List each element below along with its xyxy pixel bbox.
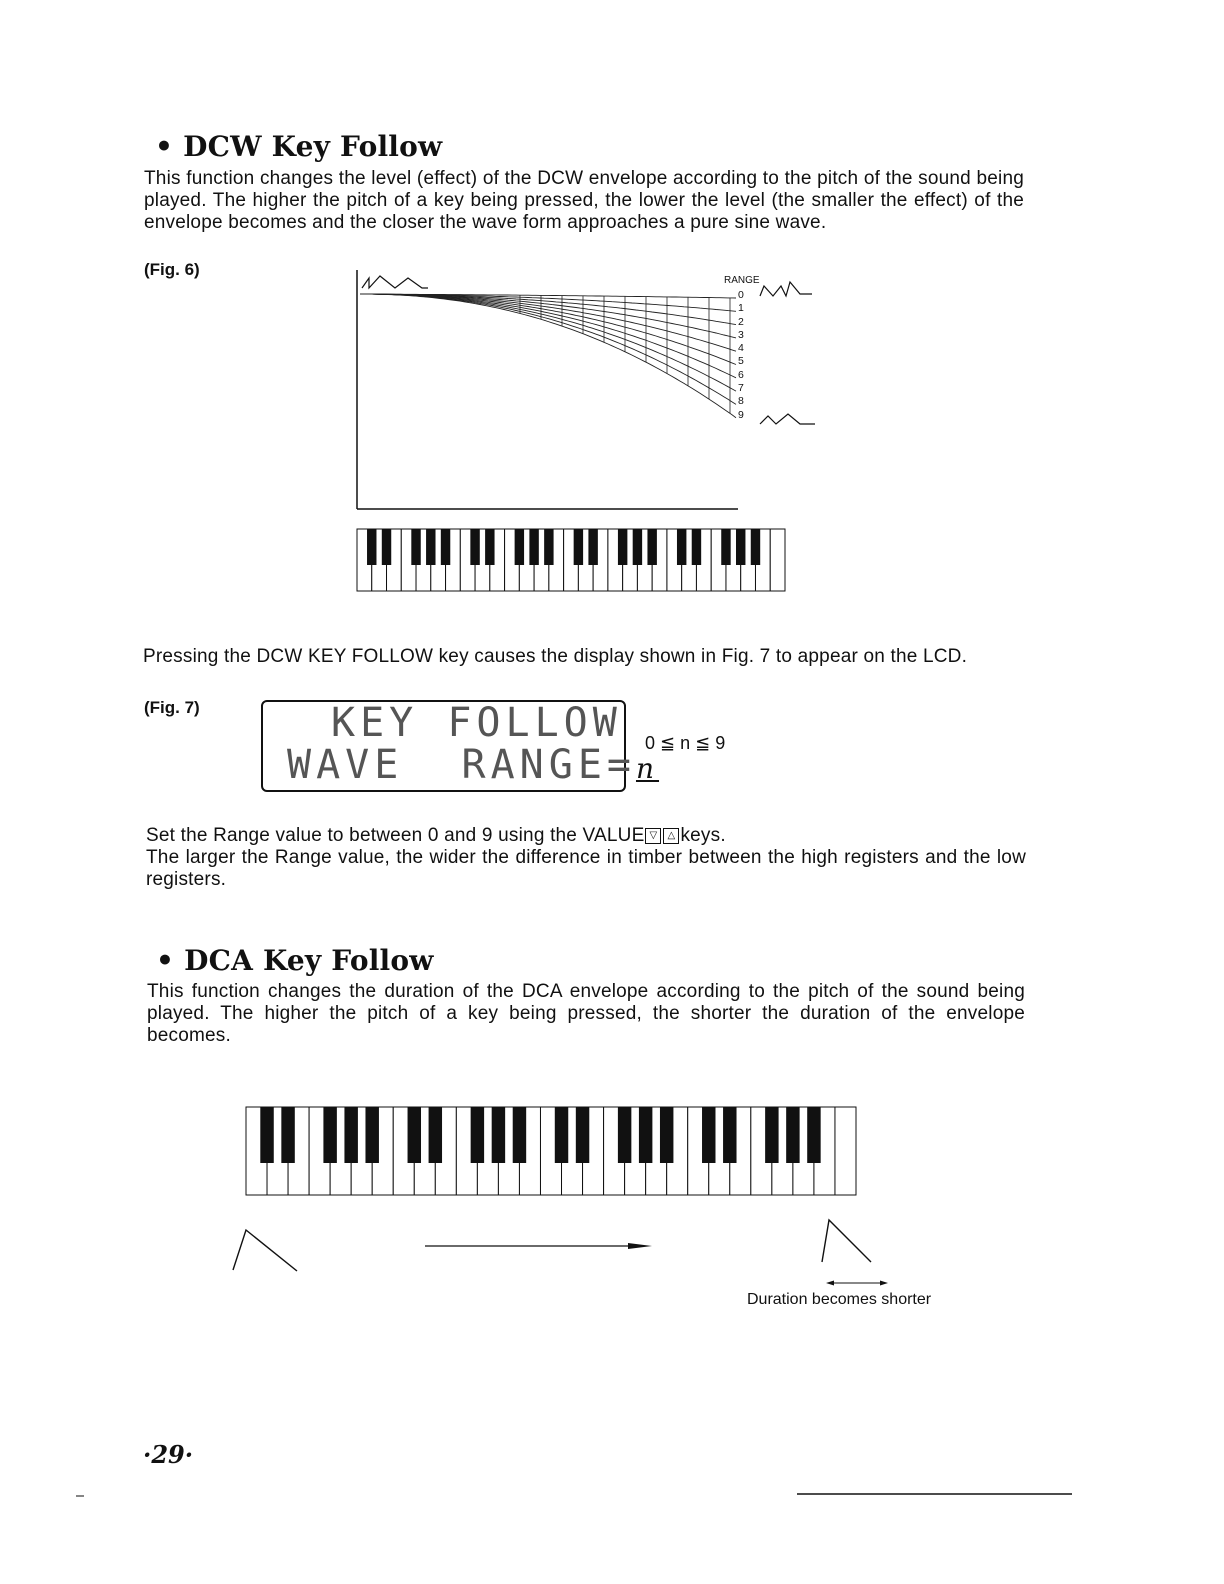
dca-keyboard — [246, 1107, 858, 1197]
black-key — [639, 1107, 652, 1163]
black-key — [408, 1107, 421, 1163]
black-key — [429, 1107, 442, 1163]
black-key — [588, 529, 597, 565]
black-key — [702, 1107, 715, 1163]
black-key — [574, 529, 583, 565]
footer-rule — [0, 1490, 1224, 1500]
range-value-0: 0 — [738, 289, 744, 301]
black-key — [471, 1107, 484, 1163]
black-key — [260, 1107, 273, 1163]
black-key — [441, 529, 450, 565]
black-key — [677, 529, 686, 565]
range-curves — [360, 294, 736, 418]
lcd-n-value: n — [635, 752, 660, 785]
range-curve-5 — [360, 294, 736, 365]
black-key — [344, 1107, 357, 1163]
black-key — [618, 529, 627, 565]
range-value-8: 8 — [738, 395, 744, 408]
larger-range-text: The larger the Range value, the wider the difference in timber between the high registers and the low registers. — [146, 847, 1026, 890]
range-instructions — [146, 825, 1026, 891]
black-key — [576, 1107, 589, 1163]
white-key — [835, 1107, 856, 1195]
long-envelope-icon — [233, 1230, 297, 1271]
range-value-7: 7 — [738, 382, 744, 395]
black-key — [618, 1107, 631, 1163]
value-up-key-icon: △ — [663, 828, 679, 844]
black-key — [529, 529, 538, 565]
range-curve-8 — [360, 294, 736, 404]
black-key — [365, 1107, 378, 1163]
sine-wave-icon — [760, 414, 815, 424]
dca-description: This function changes the duration of the DCA envelope according to the pitch of the sound being played. The higher the pitch of a key being pressed, the shorter the duration of the envelope becomes. — [147, 981, 1025, 1046]
black-key — [807, 1107, 820, 1163]
curve-grid-lines — [520, 295, 730, 413]
lcd-display — [261, 700, 660, 792]
black-key — [367, 529, 376, 565]
section-title: DCA Key Follow — [184, 944, 434, 977]
black-key — [515, 529, 524, 565]
bullet: • — [156, 944, 175, 977]
range-value-5: 5 — [738, 355, 744, 368]
black-key — [426, 529, 435, 565]
fig6-label: (Fig. 6) — [144, 260, 200, 279]
range-label: RANGE — [724, 275, 760, 286]
range-value-4: 4 — [738, 342, 744, 355]
range-curve-7 — [360, 294, 736, 391]
black-key — [470, 529, 479, 565]
range-values — [738, 289, 744, 422]
sawtooth-wave-icon — [362, 276, 428, 288]
black-key — [411, 529, 420, 565]
value-down-key-icon: ▽ — [645, 828, 661, 844]
lcd-line-2-text: WAVE RANGE= — [287, 742, 636, 788]
set-range-text: Set the Range value to between 0 and 9 using the VALUE — [146, 825, 645, 846]
sawtooth-wave-icon-right — [760, 282, 812, 296]
range-constraint: 0 ≦ n ≦ 9 — [645, 733, 726, 753]
black-key — [721, 529, 730, 565]
lcd-line-2 — [287, 742, 659, 788]
black-key — [647, 529, 656, 565]
duration-arrow-left — [826, 1281, 834, 1286]
white-key — [770, 529, 785, 591]
range-value-1: 1 — [738, 302, 744, 315]
black-key — [281, 1107, 294, 1163]
fig6-keyboard — [357, 529, 787, 593]
black-key — [382, 529, 391, 565]
black-key — [660, 1107, 673, 1163]
black-key — [633, 529, 642, 565]
range-value-9: 9 — [738, 408, 744, 421]
black-key — [723, 1107, 736, 1163]
range-value-6: 6 — [738, 368, 744, 381]
black-key — [544, 529, 553, 565]
lcd-line-1: KEY FOLLOW — [331, 700, 622, 746]
range-value-3: 3 — [738, 328, 744, 341]
page-number: ·29· — [143, 1440, 194, 1469]
black-key — [786, 1107, 799, 1163]
set-range-line — [146, 825, 1026, 847]
set-range-keys: keys. — [680, 825, 726, 846]
lcd-intro: Pressing the DCW KEY FOLLOW key causes the display shown in Fig. 7 to appear on the LCD. — [143, 646, 968, 667]
black-key — [736, 529, 745, 565]
range-curve-4 — [360, 294, 736, 351]
dcw-description: This function changes the level (effect) of the DCW envelope according to the pitch of the sound being played. The higher the pitch of a key being pressed, the lower the level (the smaller the effect) of the envelope becomes and the closer the wave form approaches a pure sine wave. — [144, 168, 1024, 233]
black-key — [692, 529, 701, 565]
duration-caption: Duration becomes shorter — [747, 1291, 932, 1308]
black-key — [751, 529, 760, 565]
short-envelope-icon — [822, 1220, 871, 1262]
black-key — [555, 1107, 568, 1163]
black-key — [513, 1107, 526, 1163]
dca-envelope-diagram — [0, 1210, 1224, 1330]
duration-arrow-right — [880, 1281, 888, 1286]
bullet: • — [155, 130, 174, 163]
black-key — [765, 1107, 778, 1163]
section-heading-dca — [156, 944, 434, 977]
section-title: DCW Key Follow — [183, 130, 443, 163]
black-key — [492, 1107, 505, 1163]
range-value-2: 2 — [738, 315, 744, 328]
black-key — [485, 529, 494, 565]
black-key — [323, 1107, 336, 1163]
dca-paragraph-block — [147, 981, 1025, 1047]
range-curve-1 — [360, 294, 736, 311]
direction-arrow-head — [628, 1243, 652, 1249]
fig7-label: (Fig. 7) — [144, 698, 200, 717]
